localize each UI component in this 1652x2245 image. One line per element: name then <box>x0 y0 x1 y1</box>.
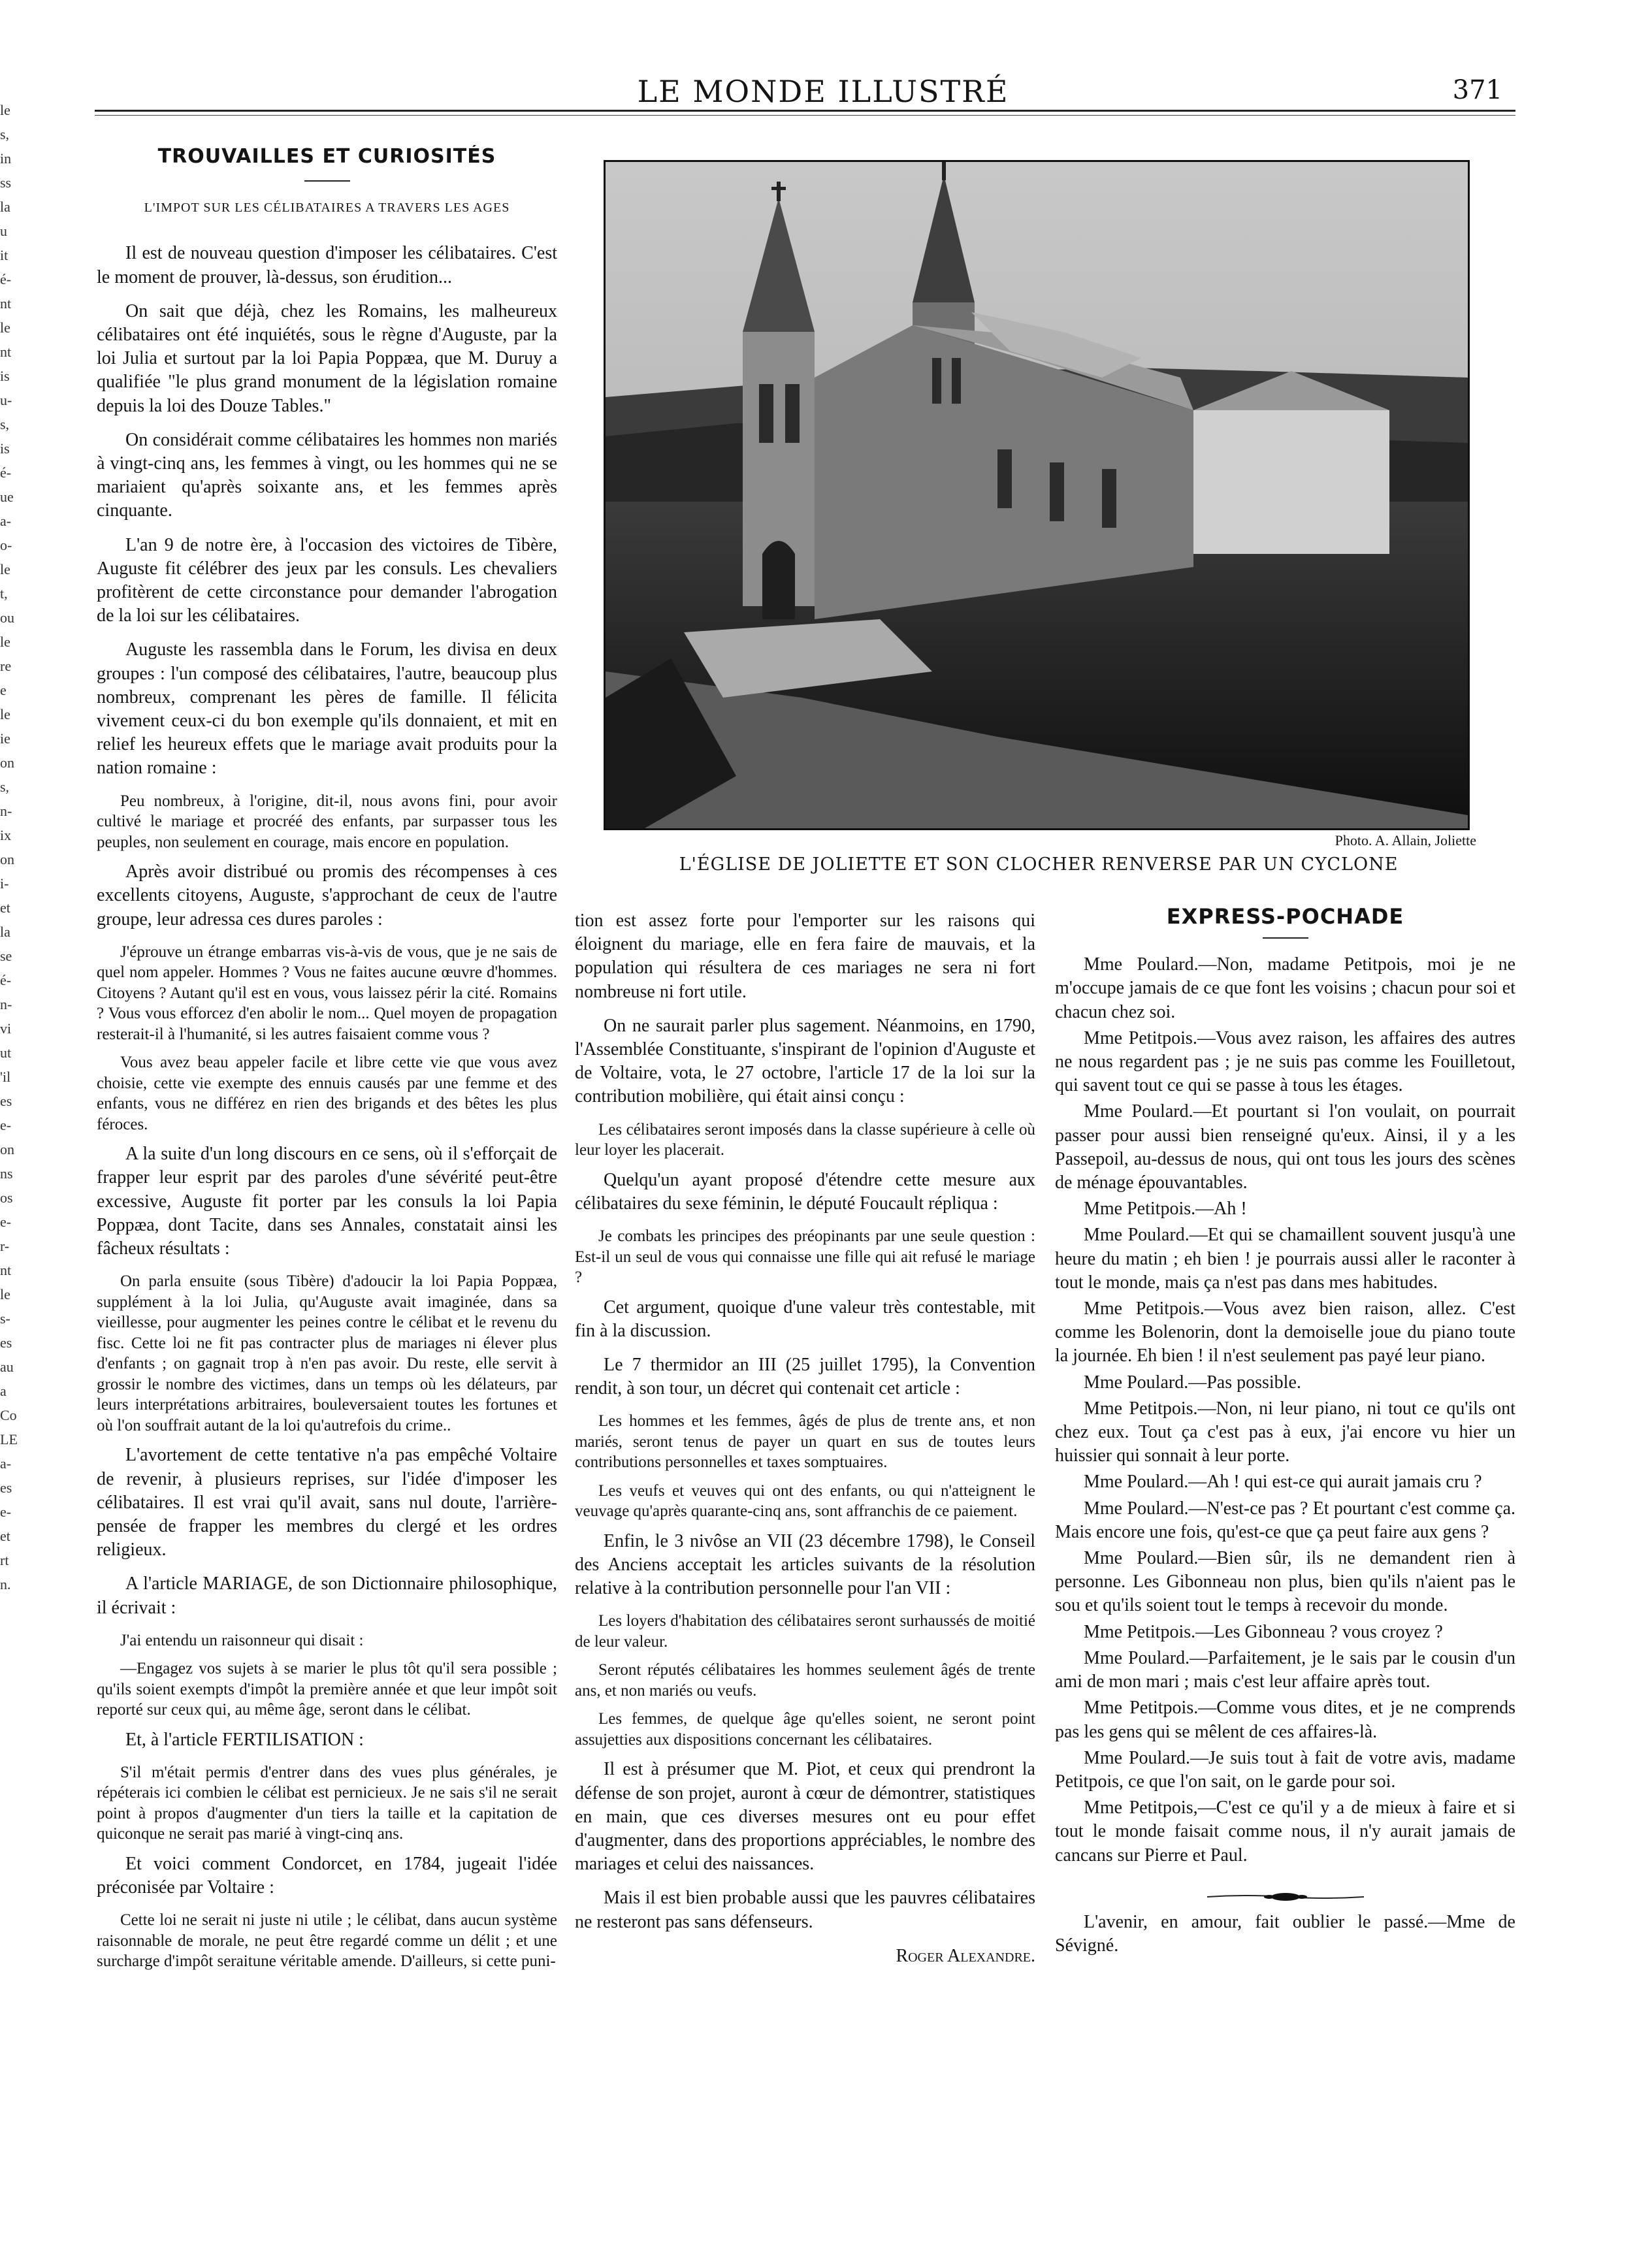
header-rule-thin <box>95 115 1515 116</box>
bleed-fragment: a- <box>0 1455 12 1472</box>
title-rule <box>304 180 350 182</box>
quote: S'il m'était permis d'entrer dans des vues plus générales, je répéterais ici combien le célibat est pernicieux. Je ne sais s'il ne serait point à propos d'augmenter d'un tiers la taille et la capitation de quiconque ne serait pas marié à vingt-cinq ans. <box>97 1763 557 1843</box>
bleed-fragment: i- <box>0 875 9 892</box>
dialogue-line: Mme Poulard.—Bien sûr, ils ne demandent rien à personne. Les Gibonneau non plus, bien qu'ils n'aient pas le sou et qu'ils soient tout le temps à recevoir du monde. <box>1055 1548 1515 1616</box>
bleed-fragment: in <box>0 150 12 167</box>
dialogue-line: Mme Poulard.—Non, madame Petitpois, moi je ne m'occupe jamais de ce que font les voisins ; chacun pour soi et chacun chez soi. <box>1055 954 1515 1022</box>
quote: Les veufs et veuves qui ont des enfants, ou qui n'atteignent le veuvage qu'après quarante-cinq ans, sont affranchis de ce paiement. <box>575 1481 1035 1521</box>
photo-caption: L'ÉGLISE DE JOLIETTE ET SON CLOCHER RENVERSE PAR UN CYCLONE <box>679 854 1399 875</box>
dialogue-line: Mme Petitpois.—Vous avez raison, les affaires des autres ne nous regardent pas ; je ne suis pas comme les Fouilletout, qui savent tout ce qui se passe à tous les étages. <box>1055 1027 1515 1096</box>
bleed-fragment: on <box>0 754 14 771</box>
bleed-fragment: is <box>0 440 10 457</box>
author-signature: Roger Alexandre. <box>896 1945 1035 1966</box>
dialogue-line: Mme Poulard.—Je suis tout à fait de votre avis, madame Petitpois, ce que l'on sait, on le garde pour soi. <box>1055 1747 1515 1792</box>
maxim: L'avenir, en amour, fait oublier le passé.—Mme de Sévigné. <box>1055 1911 1515 1956</box>
paragraph: A l'article MARIAGE, de son Dictionnaire philosophique, il écrivait : <box>97 1574 557 1618</box>
bleed-fragment: s- <box>0 1310 10 1327</box>
bleed-fragment: et <box>0 1528 10 1544</box>
bleed-fragment: ie <box>0 730 10 747</box>
bleed-fragment: le <box>0 706 10 722</box>
paragraph: Enfin, le 3 nivôse an VII (23 décembre 1798), le Conseil des Anciens acceptait les articles suivants de la résolution relative à la contribution personnelle pour l'an VII : <box>575 1530 1035 1599</box>
bleed-fragment: nt <box>0 1262 12 1278</box>
bleed-fragment: au <box>0 1359 14 1375</box>
bleed-fragment: se <box>0 948 12 964</box>
bleed-fragment: is <box>0 368 10 384</box>
dialogue-line: Mme Petitpois,—C'est ce qu'il y a de mieux à faire et si tout le monde faisait comme nous, il n'y aurait jamais de cancans sur Pierre et Paul. <box>1055 1798 1515 1865</box>
church-photo-image <box>606 162 1468 828</box>
bleed-fragment: é- <box>0 271 12 287</box>
paragraph: Auguste les rassembla dans le Forum, les divisa en deux groupes : l'un composé des célibataires, l'autre, beaucoup plus nombreux, comprenant les pères de famille. Il félicita vivement ceux-ci du bon exemple qu'ils donnaient, et mit en relief les heureux effets que le mariage avait produits pour la nation romaine : <box>97 639 557 779</box>
bleed-fragment: e <box>0 682 7 698</box>
bleed-fragment: et <box>0 899 10 916</box>
quote: Les célibataires seront imposés dans la classe supérieure à celle où leur loyer les placerait. <box>575 1120 1035 1159</box>
bleed-fragment: it <box>0 247 8 263</box>
paragraph: Mais il est bien probable aussi que les pauvres célibataires ne resteront pas sans défenseurs. <box>575 1888 1035 1932</box>
page-header-title: LE MONDE ILLUSTRÉ <box>637 74 1009 109</box>
bleed-fragment: ss <box>0 174 12 191</box>
bleed-fragment: nt <box>0 295 12 312</box>
bleed-fragment: le <box>0 319 10 336</box>
quote: Je combats les principes des préopinants par une seule question : Est-il un seul de vous qui connaisse une fille qui ait refusé le mariage ? <box>575 1227 1035 1287</box>
middle-column <box>575 909 1035 2124</box>
paragraph: Après avoir distribué ou promis des récompenses à ces excellents citoyens, Auguste, s'approchant de ceux de l'autre groupe, leur adressa ces dures paroles : <box>97 862 557 929</box>
dialogue-line: Mme Petitpois.—Vous avez bien raison, allez. C'est comme les Bolenorin, dont la demoiselle joue du piano toute la journée. Eh bien ! il n'est seulement pas payé leur piano. <box>1055 1299 1515 1366</box>
quote: Seront réputés célibataires les hommes seulement âgés de trente ans, et non mariés ou veufs. <box>575 1661 1035 1700</box>
paragraph: Et, à l'article FERTILISATION : <box>125 1729 364 1750</box>
ornament-icon <box>1207 1892 1364 1901</box>
bleed-fragment: on <box>0 1141 14 1157</box>
dialogue-line: Mme Poulard.—Pas possible. <box>1084 1372 1301 1393</box>
bleed-fragment: rt <box>0 1552 9 1568</box>
bleed-fragment: Co <box>0 1407 17 1423</box>
paragraph: Il est de nouveau question d'imposer les célibataires. C'est le moment de prouver, là-dessus, son érudition... <box>97 243 557 287</box>
dialogue-line: Mme Petitpois.—Comme vous dites, et je ne comprends pas les gens qui se mêlent de ces affaires-là. <box>1055 1698 1515 1742</box>
quote: Cette loi ne serait ni juste ni utile ; le célibat, dans aucun système raisonnable de morale, ne peut être regardé comme un délit ; et une surcharge d'impôt seraitune véritable amende. D'ailleurs, si cette puni- <box>97 1911 557 1971</box>
paragraph: Et voici comment Condorcet, en 1784, jugeait l'idée préconisée par Voltaire : <box>97 1853 557 1898</box>
dialogue-line: Mme Poulard.—N'est-ce pas ? Et pourtant c'est comme ça. Mais encore une fois, qu'est-ce que ça peut faire aux gens ? <box>1055 1498 1515 1542</box>
quote: J'ai entendu un raisonneur qui disait : <box>120 1631 364 1649</box>
bleed-fragment: n. <box>0 1576 11 1592</box>
bleed-fragment: on <box>0 851 14 867</box>
paragraph: L'avortement de cette tentative n'a pas empêché Voltaire de revenir, à plusieurs reprises, sur l'idée d'imposer les célibataires. Il est vrai qu'il avait, sans nul doute, l'arrière-pensée de frapper les membres du clergé et les ordres religieux. <box>97 1445 557 1560</box>
bleed-fragment: es <box>0 1093 12 1109</box>
bleed-fragment: le <box>0 561 10 577</box>
bleed-fragment: le <box>0 634 10 650</box>
paragraph: On ne saurait parler plus sagement. Néanmoins, en 1790, l'Assemblée Constituante, s'inspirant de l'opinion d'Auguste et de Voltaire, vota, le 27 octobre, l'article 17 de la loi sur la contribution mobilière, qui était ainsi conçu : <box>575 1015 1035 1107</box>
left-margin-bleed <box>0 98 21 1596</box>
bleed-fragment: r- <box>0 1238 10 1254</box>
article-title: TROUVAILLES ET CURIOSITÉS <box>157 145 496 168</box>
bleed-fragment: ut <box>0 1044 12 1061</box>
quote: Peu nombreux, à l'origine, dit-il, nous avons fini, pour avoir cultivé le mariage et procréé des enfants, par surpasser tous les peuples, non seulement en courage, mais encore en population. <box>97 792 557 851</box>
bleed-fragment: u- <box>0 392 12 408</box>
pochade-title-rule <box>1263 937 1308 939</box>
bleed-fragment: es <box>0 1334 12 1351</box>
bleed-fragment: ns <box>0 1165 13 1182</box>
bleed-fragment: s, <box>0 126 10 142</box>
dialogue-line: Mme Petitpois.—Ah ! <box>1084 1199 1247 1219</box>
bleed-fragment: e- <box>0 1214 12 1230</box>
photo-credit: Photo. A. Allain, Joliette <box>1335 832 1476 848</box>
bleed-fragment: o- <box>0 537 12 553</box>
pochade-title: EXPRESS-POCHADE <box>1166 905 1404 929</box>
quote: Les hommes et les femmes, âgés de plus de trente ans, et non mariés, seront tenus de payer un quart en sus de toutes leurs contributions personnelles et taxes somptuaires. <box>575 1412 1035 1472</box>
dialogue-line: Mme Poulard.—Parfaitement, je le sais par le cousin d'un ami de mon mari ; mais c'est leur affaire après tout. <box>1055 1647 1515 1692</box>
bleed-fragment: e- <box>0 1117 12 1133</box>
bleed-fragment: é- <box>0 972 12 988</box>
paragraph: A la suite d'un long discours en ce sens, où il s'efforçait de frapper leur esprit par des paroles d'une sévérité peut-être excessive, Auguste fit porter par les consuls la loi Papia Poppæa, dont Tacite, dans ses Annales, constatait ainsi les fâcheux résultats : <box>97 1144 557 1259</box>
bleed-fragment: la <box>0 199 10 215</box>
quote: Les femmes, de quelque âge qu'elles soient, ne seront point assujetties aux dispositions concernant les célibataires. <box>575 1710 1035 1749</box>
bleed-fragment: la <box>0 924 10 940</box>
dialogue-line: Mme Petitpois.—Non, ni leur piano, ni tout ce qu'ils ont chez eux. Tout ça c'est pas à eux, j'ai encore vu hier un huissier qui sonnait à leur porte. <box>1055 1398 1515 1466</box>
paragraph: Il est à présumer que M. Piot, et ceux qui prendront la défense de son projet, auront à cœur de démontrer, statistiques en main, que ces diverses mesures ont eu pour effet d'augmenter, dans des proportions appréciables, le nombre des mariages et celui des naissances. <box>575 1759 1035 1875</box>
ornament-divider <box>1207 1884 1364 1894</box>
article-subtitle: L'IMPOT SUR LES CÉLIBATAIRES A TRAVERS LES AGES <box>144 201 510 216</box>
bleed-fragment: ou <box>0 609 14 626</box>
dialogue-line: Mme Petitpois.—Les Gibonneau ? vous croyez ? <box>1084 1621 1443 1642</box>
bleed-fragment: le <box>0 1286 10 1302</box>
church-photo <box>604 160 1470 830</box>
bleed-fragment: e- <box>0 1504 12 1520</box>
bleed-fragment: LE <box>0 1431 18 1447</box>
header-rule <box>95 110 1515 112</box>
paragraph: tion est assez forte pour l'emporter sur les raisons qui éloignent du mariage, elle en fera faire de mauvais, et la population qui résultera de ces mariages ne sera ni fort nombreuse ni fort utile. <box>575 911 1035 1002</box>
bleed-fragment: re <box>0 658 12 674</box>
quote: J'éprouve un étrange embarras vis-à-vis de vous, que je ne sais de quel nom appeler. Hommes ? Vous ne faites aucune œuvre d'hommes. Citoyens ? Autant qu'il est en vous, vous laissez périr la cité. Romains ? Vous vous efforcez d'en abolir le nom... Quel moyen de propagation resterait-il à l'humanité, si les autres faisaient comme vous ? <box>97 943 557 1043</box>
bleed-fragment: s, <box>0 779 10 795</box>
bleed-fragment: a <box>0 1383 7 1399</box>
paragraph: On considérait comme célibataires les hommes non mariés à vingt-cinq ans, les femmes à vingt, ou les hommes qui ne se mariaient qu'après soixante ans, et les femmes après cinquante. <box>97 429 557 521</box>
bleed-fragment: a- <box>0 513 12 529</box>
quote: Les loyers d'habitation des célibataires seront surhaussés de moitié de leur valeur. <box>575 1612 1035 1651</box>
left-column <box>97 145 557 2118</box>
bleed-fragment: n- <box>0 996 12 1012</box>
bleed-fragment: ue <box>0 489 14 505</box>
bleed-fragment: nt <box>0 344 12 360</box>
bleed-fragment: n- <box>0 803 12 819</box>
dialogue-line: Mme Poulard.—Et pourtant si l'on voulait, on pourrait passer pour aussi bien renseigné qu'eux. Ainsi, il y a les Passepoil, au-dessus de nous, qui ont tous les jours des scènes de ménage épouvantables. <box>1055 1101 1515 1193</box>
bleed-fragment: u <box>0 223 7 239</box>
bleed-fragment: s, <box>0 416 10 432</box>
paragraph: Cet argument, quoique d'une valeur très contestable, mit fin à la discussion. <box>575 1297 1035 1341</box>
bleed-fragment: t, <box>0 585 8 602</box>
page-number: 371 <box>1452 75 1502 105</box>
quote: Vous avez beau appeler facile et libre cette vie que vous avez choisie, cette vie exempte des ennuis causés par une femme et des enfants, vous ne différez en rien des brigands et des bêtes les plus féroces. <box>97 1054 557 1133</box>
bleed-fragment: os <box>0 1189 13 1206</box>
bleed-fragment: 'il <box>0 1069 11 1085</box>
bleed-fragment: vi <box>0 1020 12 1037</box>
quote: On parla ensuite (sous Tibère) d'adoucir la loi Papia Poppæa, supplément à la loi Julia, qu'Auguste avait imaginée, dans sa vieillesse, pour augmenter les peines contre le célibat et le revenu du fisc. Cette loi ne fit pas contracter plus de mariages ni élever plus d'enfants ; on gagnait trop à n'en pas avoir. Du reste, elle servit à grossir le nombre des victimes, dans un temps où les délateurs, par leurs interprétations arbitraires, bouleversaient toutes les fortunes et où l'on souffrait autant de la loi qu'autrefois du crime.. <box>97 1272 557 1434</box>
bleed-fragment: es <box>0 1479 12 1496</box>
quote: —Engagez vos sujets à se marier le plus tôt qu'il sera possible ; qu'ils soient exempts d'impôt la première année et que leur impôt soit reporté sur ceux qui, au même âge, seront dans le célibat. <box>97 1660 557 1719</box>
bleed-fragment: é- <box>0 464 12 481</box>
paragraph: On sait que déjà, chez les Romains, les malheureux célibataires ont été inquiétés, sous le règne d'Auguste, par la loi Julia et surtout par la loi Papia Poppæa, que M. Duruy a qualifiée "le plus grand monument de la législation romaine depuis la loi des Douze Tables." <box>97 300 557 416</box>
dialogue-line: Mme Poulard.—Et qui se chamaillent souvent jusqu'à une heure du matin ; eh bien ! je pourrais aussi aller le raconter à tout le monde, mais ça n'est pas dans mes habitudes. <box>1055 1225 1515 1293</box>
dialogue-list <box>1055 953 1515 1867</box>
bleed-fragment: le <box>0 102 10 118</box>
bleed-fragment: ix <box>0 827 12 843</box>
paragraph: Quelqu'un ayant proposé d'étendre cette mesure aux célibataires du sexe féminin, le député Foucault répliqua : <box>575 1169 1035 1214</box>
paragraph: L'an 9 de notre ère, à l'occasion des victoires de Tibère, Auguste fit célébrer des jeux par les consuls. Les chevaliers profitèrent de cette circonstance pour demander l'abrogation de la loi sur les célibataires. <box>97 534 557 626</box>
dialogue-line: Mme Poulard.—Ah ! qui est-ce qui aurait jamais cru ? <box>1084 1472 1482 1493</box>
paragraph: Le 7 thermidor an III (25 juillet 1795), la Convention rendit, à son tour, un décret qui contenait cet article : <box>575 1354 1035 1399</box>
right-column <box>1055 905 1515 2123</box>
